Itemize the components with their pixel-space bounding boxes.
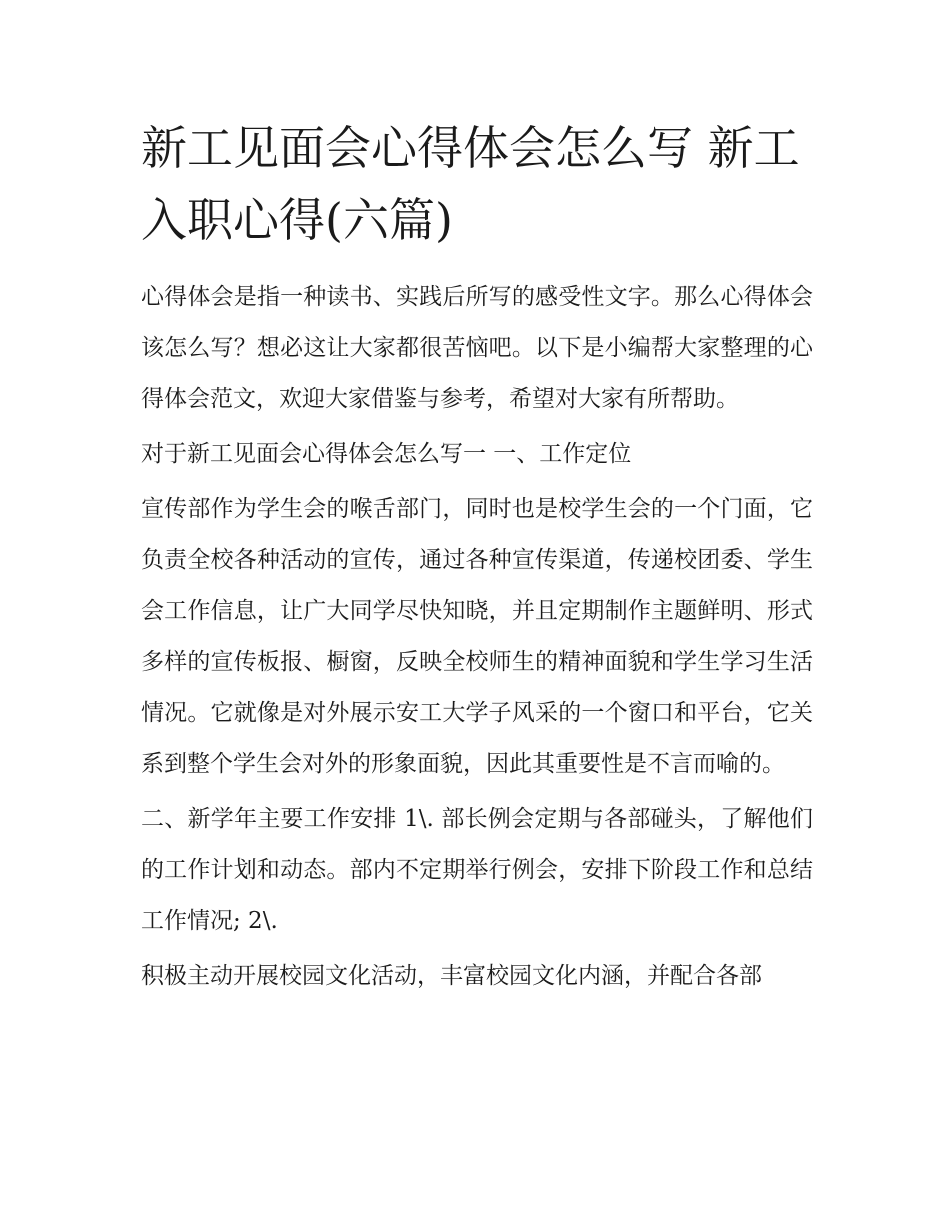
section-heading-paragraph: 对于新工见面会心得体会怎么写一 一、工作定位 xyxy=(141,441,632,467)
body-paragraph: 二、新学年主要工作安排 1\. 部长例会定期与各部碰头，了解他们的工作计划和动态。部内不定期举行例会，安排下阶段工作和总结工作情况; 2\. xyxy=(141,806,813,934)
document-body xyxy=(141,112,813,1002)
body-paragraph: 积极主动开展校园文化活动，丰富校园文化内涵，并配合各部 xyxy=(141,963,762,989)
intro-paragraph: 心得体会是指一种读书、实践后所写的感受性文字。那么心得体会该怎么写？想必这让大家都很苦恼吧。以下是小编帮大家整理的心得体会范文，欢迎大家借鉴与参考，希望对大家有所帮助。 xyxy=(141,284,813,412)
document-title: 新工见面会心得体会怎么写 新工入职心得(六篇) xyxy=(141,121,800,247)
body-paragraph: 宣传部作为学生会的喉舌部门，同时也是校学生会的一个门面，它负责全校各种活动的宣传，通过各种宣传渠道，传递校团委、学生会工作信息，让广大同学尽快知晓，并且定期制作主题鲜明、形式多样的宣传板报、橱窗，反映全校师生的精神面貌和学生学习生活情况。它就像是对外展示安工大学子风采的一个窗口和平台，它关系到整个学生会对外的形象面貌，因此其重要性是不言而喻的。 xyxy=(141,496,813,777)
